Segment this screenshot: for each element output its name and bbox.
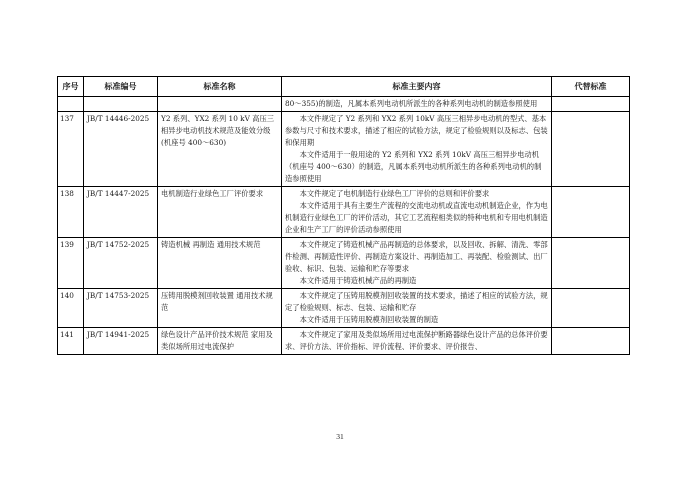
row-replace bbox=[552, 187, 630, 238]
page-number: 31 bbox=[336, 432, 344, 441]
row-content bbox=[282, 97, 552, 112]
content-paragraph: 本文件规定了压铸用脱模剂回收装置的技术要求，描述了相应的试验方法，规定了检验规则、标志、包装、运输和贮存 bbox=[285, 291, 548, 312]
row-content bbox=[282, 112, 552, 187]
row-seq: 140 bbox=[58, 289, 84, 328]
table-row bbox=[58, 97, 630, 112]
row-content bbox=[282, 289, 552, 328]
row-code: JB/T 14446-2025 bbox=[84, 112, 158, 187]
row-replace bbox=[552, 328, 630, 355]
header-content: 标准主要内容 bbox=[282, 77, 552, 97]
content-paragraph: 本文件规定了电机制造行业绿色工厂评价的总则和评价要求 bbox=[299, 189, 490, 198]
table-row bbox=[58, 187, 630, 238]
table-row bbox=[58, 112, 630, 187]
content-paragraph: 本文件规定了 Y2 系列和 YX2 系列 10kV 高压三相异步电动机的型式、基本参数与尺寸和技术要求，描述了相应的试验方法，规定了检验规则以及标志、包装和保用期 bbox=[285, 114, 548, 147]
table-row bbox=[58, 328, 630, 355]
content-paragraph: 本文件适用于具有主要生产流程的交流电动机或直流电动机制造企业，作为电机制造行业绿色工厂的评价活动，其它工艺流程相类似的特种电机和专用电机制造企业和生产工厂的评价活动参照使用 bbox=[285, 201, 548, 234]
table-row bbox=[58, 289, 630, 328]
row-code: JB/T 14752-2025 bbox=[84, 238, 158, 289]
row-content bbox=[282, 238, 552, 289]
header-seq: 序号 bbox=[58, 77, 84, 97]
header-name: 标准名称 bbox=[158, 77, 282, 97]
row-name: Y2 系列、YX2 系列 10 kV 高压三相异步电动机技术规范及能效分级(机座号 400～630) bbox=[158, 112, 282, 187]
row-code bbox=[84, 97, 158, 112]
row-seq: 137 bbox=[58, 112, 84, 187]
row-code: JB/T 14447-2025 bbox=[84, 187, 158, 238]
row-replace bbox=[552, 112, 630, 187]
row-name: 铸造机械 再制造 通用技术规范 bbox=[158, 238, 282, 289]
content-paragraph: 本文件规定了铸造机械产品再制造的总体要求，以及回收、拆解、清洗、零部件检测、再制造性评价、再制造方案设计、再制造加工、再装配、检验测试、出厂验收、标识、包装、运输和贮存等要求 bbox=[285, 240, 548, 273]
row-name: 绿色设计产品评价技术规范 家用及类似场所用过电流保护 bbox=[158, 328, 282, 355]
row-code: JB/T 14753-2025 bbox=[84, 289, 158, 328]
content-paragraph: 80～355)的制造，凡属本系列电动机所派生的各种系列电动机的制造参照使用 bbox=[285, 99, 538, 108]
content-paragraph: 本文件适用于铸造机械产品的再制造 bbox=[299, 276, 417, 285]
header-code: 标准编号 bbox=[84, 77, 158, 97]
content-paragraph: 本文件规定了家用及类似场所用过电流保护断路器绿色设计产品的总体评价要求、评价方法、评价指标、评价流程、评价要求、评价报告、 bbox=[285, 330, 548, 351]
row-content bbox=[282, 328, 552, 355]
row-code: JB/T 14941-2025 bbox=[84, 328, 158, 355]
row-seq bbox=[58, 97, 84, 112]
row-name bbox=[158, 97, 282, 112]
row-seq: 139 bbox=[58, 238, 84, 289]
standards-table bbox=[57, 76, 630, 355]
table-header-row bbox=[58, 77, 630, 97]
row-replace bbox=[552, 289, 630, 328]
header-replace: 代替标准 bbox=[552, 77, 630, 97]
content-paragraph: 本文件适用于压铸用脱模剂回收装置的制造 bbox=[299, 315, 439, 324]
row-name: 压铸用脱模剂回收装置 通用技术规范 bbox=[158, 289, 282, 328]
row-replace bbox=[552, 97, 630, 112]
row-replace bbox=[552, 238, 630, 289]
row-name: 电机制造行业绿色工厂评价要求 bbox=[158, 187, 282, 238]
row-seq: 138 bbox=[58, 187, 84, 238]
table-row bbox=[58, 238, 630, 289]
row-content bbox=[282, 187, 552, 238]
row-seq: 141 bbox=[58, 328, 84, 355]
content-paragraph: 本文件适用于一般用途的 Y2 系列和 YX2 系列 10kV 高压三相异步电动机（机座号 400～630）的制造，凡属本系列电动机所派生的各种系列电动机的制造参照使用 bbox=[285, 150, 542, 183]
